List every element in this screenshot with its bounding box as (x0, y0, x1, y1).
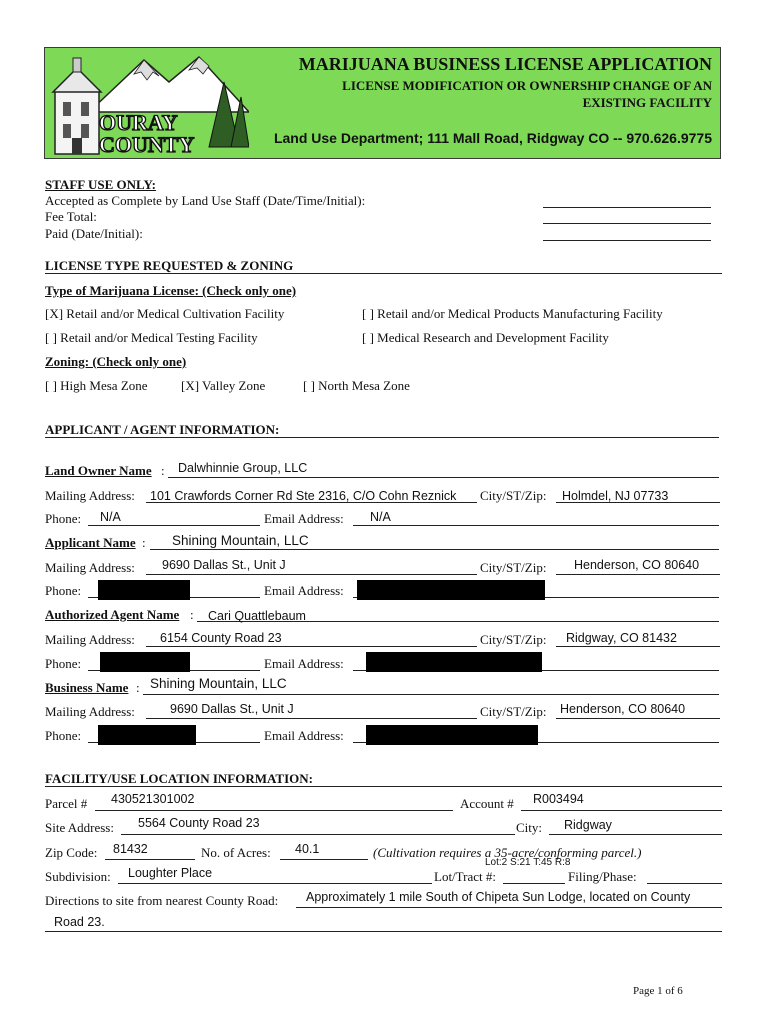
ap-mailing-label: Mailing Address: (45, 560, 135, 575)
bu-city-value[interactable]: Henderson, CO 80640 (560, 702, 686, 716)
directions-line-1 (296, 907, 722, 908)
lo-phone-value[interactable]: N/A (100, 510, 121, 524)
bu-mailing-value[interactable]: 9690 Dallas St., Unit J (170, 702, 294, 716)
redacted-phone (100, 652, 190, 672)
bu-city-line (556, 718, 720, 719)
lo-phone-label: Phone: (45, 511, 82, 526)
account-line (521, 810, 722, 811)
logo-text-top: OURAY (99, 110, 178, 135)
applicant-name-line (150, 549, 719, 550)
colon: : (161, 463, 165, 478)
applicant-section-heading: APPLICANT / AGENT INFORMATION: (45, 422, 280, 437)
bu-mailing-label: Mailing Address: (45, 704, 135, 719)
lo-city-value[interactable]: Holmdel, NJ 07733 (562, 489, 669, 503)
department-contact: Land Use Department; 111 Mall Road, Ridgway CO -- 970.626.9775 (273, 130, 712, 146)
redacted-phone (98, 725, 196, 745)
lot-line (503, 883, 565, 884)
filing-label: Filing/Phase: (568, 869, 637, 884)
lot-label: Lot/Tract #: (434, 869, 496, 884)
form-subtitle-line2: EXISTING FACILITY (582, 95, 712, 110)
account-label: Account # (460, 796, 514, 811)
ap-city-value[interactable]: Henderson, CO 80640 (574, 558, 700, 572)
account-value[interactable]: R003494 (533, 792, 584, 806)
applicant-section-rule (45, 437, 719, 438)
bu-phone-label: Phone: (45, 728, 82, 743)
staff-paid-line[interactable] (543, 240, 711, 241)
business-name-label: Business Name (45, 680, 129, 695)
facility-section-rule (45, 786, 722, 787)
lo-email-label: Email Address: (264, 511, 344, 526)
staff-fee-label: Fee Total: (45, 209, 97, 224)
staff-fee-line[interactable] (543, 223, 711, 224)
ag-city-value[interactable]: Ridgway, CO 81432 (566, 631, 677, 645)
header-banner (44, 47, 721, 159)
redacted-phone (98, 580, 190, 600)
ag-city-label: City/ST/Zip: (480, 632, 547, 647)
lo-mailing-value[interactable]: 101 Crawfords Corner Rd Ste 2316, C/O Cohn Reznick (150, 489, 457, 503)
form-title: MARIJUANA BUSINESS LICENSE APPLICATION (298, 54, 712, 74)
site-address-value[interactable]: 5564 County Road 23 (138, 816, 260, 830)
subdivision-value[interactable]: Loughter Place (128, 866, 213, 880)
redacted-email (366, 725, 538, 745)
facility-section-heading: FACILITY/USE LOCATION INFORMATION: (45, 771, 313, 786)
ag-mailing-value[interactable]: 6154 County Road 23 (160, 631, 282, 645)
parcel-label: Parcel # (45, 796, 88, 811)
bu-mailing-line (146, 718, 477, 719)
applicant-name-value[interactable]: Shining Mountain, LLC (172, 533, 309, 548)
applicant-name-label: Applicant Name (45, 535, 136, 550)
logo-text-bottom: COUNTY (99, 132, 195, 156)
ouray-county-logo (49, 52, 249, 156)
acres-line (280, 859, 368, 860)
redacted-email (357, 580, 545, 600)
directions-value-2[interactable]: Road 23. (54, 915, 105, 929)
license-option-testing[interactable]: [ ] Retail and/or Medical Testing Facility (45, 330, 258, 345)
parcel-value[interactable]: 430521301002 (111, 792, 195, 806)
ap-city-label: City/ST/Zip: (480, 560, 547, 575)
page-number: Page 1 of 6 (633, 985, 683, 997)
acres-label: No. of Acres: (201, 845, 271, 860)
license-section-heading: LICENSE TYPE REQUESTED & ZONING (45, 258, 294, 273)
site-address-label: Site Address: (45, 820, 114, 835)
lo-mailing-label: Mailing Address: (45, 488, 135, 503)
colon: : (190, 607, 194, 622)
zone-north-mesa[interactable]: [ ] North Mesa Zone (303, 378, 410, 393)
land-owner-value[interactable]: Dalwhinnie Group, LLC (178, 461, 308, 475)
ag-phone-label: Phone: (45, 656, 82, 671)
zip-label: Zip Code: (45, 845, 98, 860)
ag-email-label: Email Address: (264, 656, 344, 671)
agent-name-label: Authorized Agent Name (45, 607, 180, 622)
land-owner-label: Land Owner Name (45, 463, 152, 478)
ap-phone-label: Phone: (45, 583, 82, 598)
business-name-value[interactable]: Shining Mountain, LLC (150, 676, 287, 691)
staff-paid-label: Paid (Date/Initial): (45, 226, 143, 241)
zoning-heading: Zoning: (Check only one) (45, 354, 187, 369)
redacted-email (366, 652, 542, 672)
subdivision-label: Subdivision: (45, 869, 111, 884)
license-type-heading: Type of Marijuana License: (Check only one) (45, 283, 297, 298)
ag-mailing-label: Mailing Address: (45, 632, 135, 647)
zip-line (105, 859, 195, 860)
city-value[interactable]: Ridgway (564, 818, 612, 832)
ag-city-line (556, 646, 720, 647)
business-name-line (143, 694, 719, 695)
city-label: City: (516, 820, 543, 835)
staff-accepted-label: Accepted as Complete by Land Use Staff (Date/Time/Initial): (45, 193, 366, 208)
staff-heading: STAFF USE ONLY: (45, 177, 157, 192)
ap-mailing-value[interactable]: 9690 Dallas St., Unit J (162, 558, 286, 572)
license-option-research[interactable]: [ ] Medical Research and Development Facility (362, 330, 609, 345)
colon: : (136, 680, 140, 695)
city-line (549, 834, 722, 835)
staff-accepted-line[interactable] (543, 207, 711, 208)
bu-email-label: Email Address: (264, 728, 344, 743)
filing-line[interactable] (647, 883, 722, 884)
directions-value-1[interactable]: Approximately 1 mile South of Chipeta Sun Lodge, located on County (306, 890, 691, 904)
license-option-manufacturing[interactable]: [ ] Retail and/or Medical Products Manufacturing Facility (362, 306, 663, 321)
directions-line-2 (45, 931, 722, 932)
agent-name-value[interactable]: Cari Quattlebaum (208, 609, 306, 623)
lot-value[interactable]: Lot:2 S:21 T:45 R:8 (485, 857, 571, 868)
lo-city-label: City/ST/Zip: (480, 488, 547, 503)
acres-note: (Cultivation requires a 35-acre/conforming parcel.) (373, 845, 642, 860)
lo-phone-line (88, 525, 260, 526)
zone-high-mesa[interactable]: [ ] High Mesa Zone (45, 378, 148, 393)
zone-valley[interactable]: [X] Valley Zone (181, 378, 266, 393)
subdivision-line (118, 883, 432, 884)
acres-value[interactable]: 40.1 (295, 842, 320, 856)
ap-mailing-line (146, 574, 477, 575)
colon: : (142, 535, 146, 550)
land-owner-line (168, 477, 719, 478)
lo-email-line (353, 525, 719, 526)
form-subtitle (342, 77, 712, 111)
form-subtitle-line1: LICENSE MODIFICATION OR OWNERSHIP CHANGE OF AN (342, 78, 712, 93)
license-option-cultivation[interactable]: [X] Retail and/or Medical Cultivation Facility (45, 306, 285, 321)
directions-label: Directions to site from nearest County Road: (45, 893, 279, 908)
site-address-line (121, 834, 515, 835)
parcel-line (95, 810, 453, 811)
lo-email-value[interactable]: N/A (370, 510, 391, 524)
ap-city-line (556, 574, 720, 575)
ap-email-label: Email Address: (264, 583, 344, 598)
license-section-rule (45, 273, 722, 274)
bu-city-label: City/ST/Zip: (480, 704, 547, 719)
zip-value[interactable]: 81432 (113, 842, 148, 856)
ag-mailing-line (146, 646, 477, 647)
